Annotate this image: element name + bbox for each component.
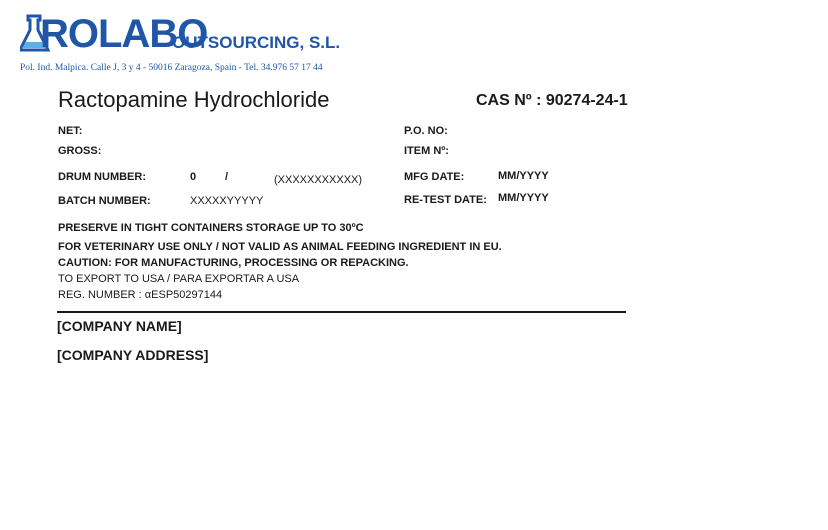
batch-number-label: BATCH NUMBER: — [58, 195, 151, 207]
company-name: [COMPANY NAME] — [57, 318, 182, 334]
reg-number: REG. NUMBER : αESP50297144 — [58, 289, 223, 301]
gross-label: GROSS: — [58, 145, 102, 157]
veterinary-note: FOR VETERINARY USE ONLY / NOT VALID AS ANIMAL FEEDING INGREDIENT IN EU. — [58, 241, 502, 253]
divider — [57, 311, 626, 313]
company-address-line: Pol. Ind. Malpica. Calle J, 3 y 4 - 50016 Zaragoza, Spain - Tel. 34.976 57 17 44 — [20, 63, 323, 73]
caution-note: CAUTION: FOR MANUFACTURING, PROCESSING OR REPACKING. — [58, 257, 409, 269]
drum-number-value: 0 — [190, 171, 197, 183]
po-number-label: P.O. NO: — [404, 125, 448, 137]
cas-number: CAS Nº : 90274-24-1 — [476, 92, 628, 109]
mfg-date-value: MM/YYYY — [498, 170, 549, 182]
product-name: Ractopamine Hydrochloride — [58, 87, 330, 112]
net-label: NET: — [58, 125, 83, 137]
brand-name: ROLABO — [40, 12, 208, 56]
export-note: TO EXPORT TO USA / PARA EXPORTAR A USA — [58, 273, 300, 285]
drum-total: (XXXXXXXXXXX) — [274, 174, 363, 186]
brand-suffix: OUTSOURCING, S.L. — [172, 33, 341, 52]
drum-separator: / — [225, 171, 229, 183]
retest-date-label: RE-TEST DATE: — [404, 194, 487, 206]
company-address: [COMPANY ADDRESS] — [57, 347, 209, 363]
item-number-label: ITEM Nº: — [404, 145, 449, 157]
mfg-date-label: MFG DATE: — [404, 171, 465, 183]
storage-note: PRESERVE IN TIGHT CONTAINERS STORAGE UP TO 30ºC — [58, 222, 364, 234]
drum-number-label: DRUM NUMBER: — [58, 171, 146, 183]
retest-date-value: MM/YYYY — [498, 192, 549, 204]
batch-number-value: XXXXXYYYYY — [190, 195, 264, 207]
